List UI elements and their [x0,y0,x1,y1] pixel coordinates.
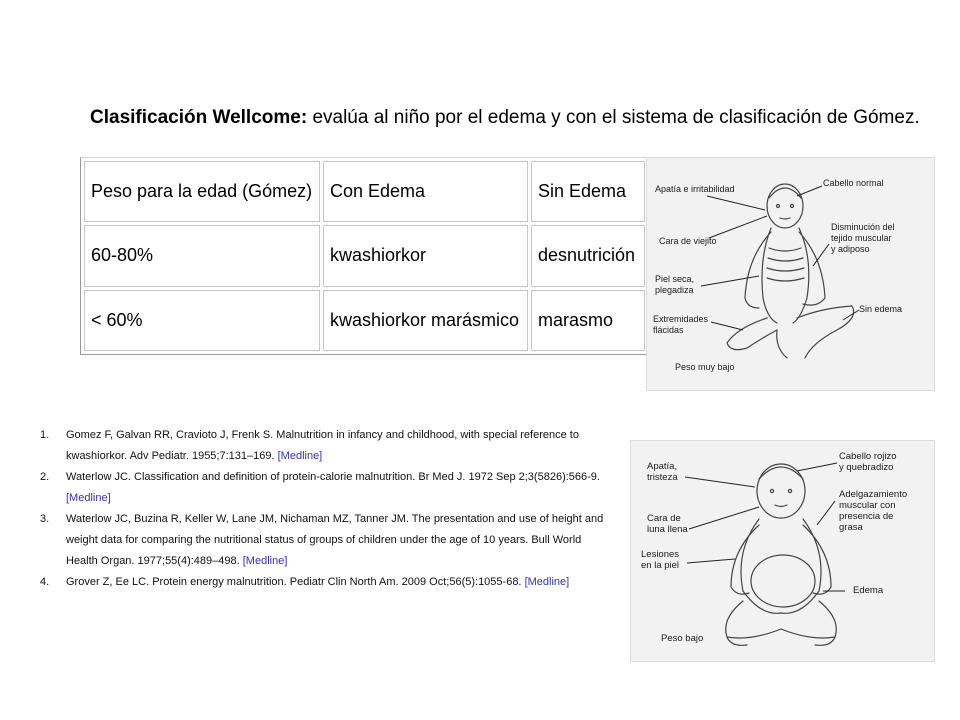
label-piel: Piel seca, plegadiza [655,274,695,295]
table-cell: 60-80% [84,225,320,286]
reference-text: Gomez F, Galvan RR, Cravioto J, Frenk S. Malnutrition in infancy and childhood, with special reference to kwashiorkor. Adv Pediatr. 1955;7:131–169. [66,429,579,462]
label-apatia: Apatía e irritabilidad [655,184,735,194]
label-disminucion: Disminución del tejido muscular y adiposo [831,222,895,254]
table-row [84,290,645,351]
medline-link[interactable]: [Medline] [524,576,570,588]
label-cabello: Cabello rojizo y quebradizo [839,451,897,473]
table-cell: Peso para la edad (Gómez) [84,161,320,222]
label-cara: Cara de viejito [659,236,717,246]
table-row [84,225,645,286]
label-peso: Peso bajo [661,633,704,644]
reference-item [40,425,610,467]
medline-link[interactable]: [Medline] [66,492,111,504]
reference-text: Waterlow JC, Buzina R, Keller W, Lane JM, Nichaman MZ, Tanner JM. The presentation and use of height and weight data for comparing the nutritional status of groups of children under the age of 10 years. Bull World Health Organ. 1977;55(4):489–498. [66,513,604,567]
title-bold: Clasificación Wellcome: [90,107,308,128]
label-peso: Peso muy bajo [675,362,735,372]
medline-link[interactable]: [Medline] [242,555,288,567]
reference-list [40,425,610,593]
table-header-row [84,161,645,222]
label-cara: Cara de luna llena [647,513,688,535]
label-extremidades: Extremidades flácidas [653,314,709,335]
label-edema: Edema [853,585,884,596]
label-adelgazamiento: Adelgazamiento muscular con presencia de grasa [839,489,908,533]
title-rest: evalúa al niño por el edema y con el sistema de clasificación de Gómez. [307,107,920,128]
table-cell: marasmo [531,290,645,351]
reference-number: 3. [40,513,50,525]
reference-number: 1. [40,429,50,441]
medline-link[interactable]: [Medline] [277,450,323,462]
label-apatia: Apatía, tristeza [647,461,678,483]
wellcome-table [80,157,646,355]
reference-item [40,572,610,593]
reference-text: Grover Z, Ee LC. Protein energy malnutrition. Pediatr Clin North Am. 2009 Oct;56(5):1055-68. [66,576,522,588]
label-lesiones: Lesiones en la piel [641,549,680,571]
reference-item [40,509,610,572]
label-cabello: Cabello normal [823,178,884,188]
kwashiorkor-illustration [630,440,935,662]
slide-title [90,105,930,131]
marasmus-illustration [646,157,935,391]
label-sin-edema: Sin edema [859,304,903,314]
table-cell: kwashiorkor [323,225,528,286]
reference-item [40,467,610,509]
table-cell: desnutrición [531,225,645,286]
reference-number: 2. [40,471,50,483]
table-cell: Con Edema [323,161,528,222]
table-cell: Sin Edema [531,161,645,222]
reference-text: Waterlow JC. Classification and definition of protein-calorie malnutrition. Br Med J. 1972 Sep 2;3(5826):566-9. [66,471,600,483]
table-cell: kwashiorkor marásmico [323,290,528,351]
table-cell: < 60% [84,290,320,351]
reference-number: 4. [40,576,50,588]
